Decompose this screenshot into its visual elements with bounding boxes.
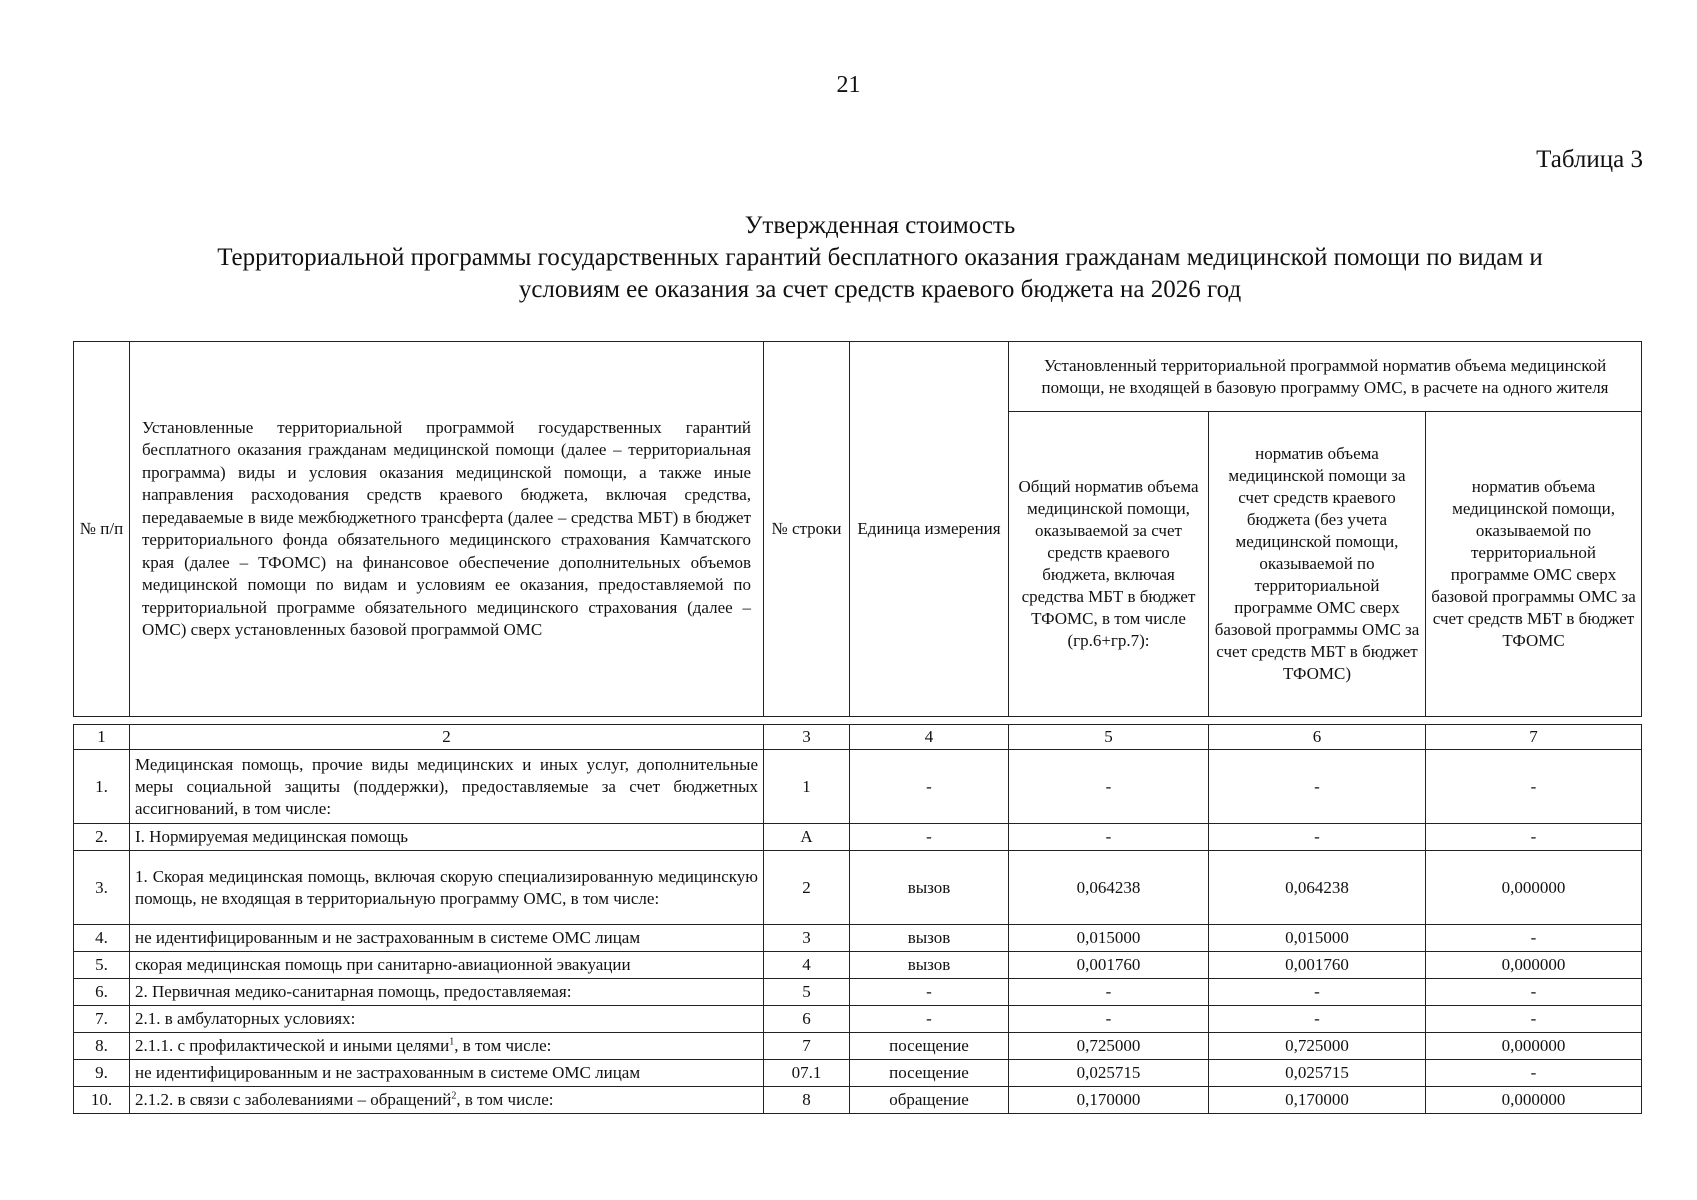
row-name <box>130 1087 764 1114</box>
row-name <box>130 750 764 824</box>
row-name-text: 2.1. в амбулаторных условиях: <box>135 1009 356 1028</box>
row-col-6: 0,001760 <box>1209 952 1426 979</box>
row-name-tail: , в том числе: <box>456 1090 554 1109</box>
row-name <box>130 925 764 952</box>
row-number: 5. <box>74 952 130 979</box>
row-col-6: 0,170000 <box>1209 1087 1426 1114</box>
table-row <box>74 1033 1642 1060</box>
row-col-7: - <box>1426 1060 1642 1087</box>
column-number: 5 <box>1009 725 1209 750</box>
row-number: 6. <box>74 979 130 1006</box>
row-col-5: - <box>1009 750 1209 824</box>
row-name <box>130 824 764 851</box>
row-name-text: I. Нормируемая медицинская помощь <box>135 827 409 846</box>
table-row <box>74 1087 1642 1114</box>
row-col-7: 0,000000 <box>1426 1033 1642 1060</box>
row-name <box>130 952 764 979</box>
row-unit: посещение <box>850 1060 1009 1087</box>
row-col-6: - <box>1209 979 1426 1006</box>
header-group: Установленный территориальной программой норматив объема медицинской помощи, не входящей в базовую программу ОМС, в расчете на одного жителя <box>1009 342 1642 412</box>
row-col-6: 0,015000 <box>1209 925 1426 952</box>
title-line-2: Территориальной программы государственных гарантий бесплатного оказания гражданам медицинской помощи по видам и <box>217 244 1543 271</box>
row-line-number: 4 <box>764 952 850 979</box>
table-row <box>74 750 1642 824</box>
header-col-row: № строки <box>764 342 850 717</box>
row-col-5: - <box>1009 1006 1209 1033</box>
row-col-5: 0,170000 <box>1009 1087 1209 1114</box>
column-number: 3 <box>764 725 850 750</box>
row-line-number: 1 <box>764 750 850 824</box>
row-name-text: не идентифицированным и не застрахованным в системе ОМС лицам <box>135 928 641 947</box>
row-number: 2. <box>74 824 130 851</box>
row-name-text: скорая медицинская помощь при санитарно-авиационной эвакуации <box>135 955 631 974</box>
row-col-5: 0,725000 <box>1009 1033 1209 1060</box>
row-name-text: 2.1.1. с профилактической и иными целями <box>135 1036 450 1055</box>
table-row <box>74 979 1642 1006</box>
row-col-7: - <box>1426 750 1642 824</box>
table-row <box>74 824 1642 851</box>
row-number: 3. <box>74 851 130 925</box>
row-name <box>130 1060 764 1087</box>
row-unit: - <box>850 1006 1009 1033</box>
row-number: 7. <box>74 1006 130 1033</box>
row-number: 9. <box>74 1060 130 1087</box>
row-line-number: 8 <box>764 1087 850 1114</box>
row-name-text: 1. Скорая медицинская помощь, включая скорую специализированную медицинскую помощь, не входящая в территориальную программу ОМС, в том числе: <box>135 866 758 908</box>
footnote-marker: 2 <box>451 1090 457 1102</box>
row-unit: вызов <box>850 952 1009 979</box>
data-table <box>73 724 1642 1114</box>
row-col-6: 0,725000 <box>1209 1033 1426 1060</box>
title-line-3: условиям ее оказания за счет средств краевого бюджета на 2026 год <box>518 276 1242 303</box>
row-col-5: 0,064238 <box>1009 851 1209 925</box>
row-col-5: - <box>1009 979 1209 1006</box>
row-col-6: 0,025715 <box>1209 1060 1426 1087</box>
header-col-unit: Единица измерения <box>850 342 1009 717</box>
row-col-5: 0,015000 <box>1009 925 1209 952</box>
row-name <box>130 979 764 1006</box>
column-number: 1 <box>74 725 130 750</box>
table-row <box>74 851 1642 925</box>
page-number: 21 <box>836 72 861 98</box>
row-line-number: 7 <box>764 1033 850 1060</box>
footnote-marker: 1 <box>449 1036 455 1048</box>
column-number: 4 <box>850 725 1009 750</box>
row-unit: обращение <box>850 1087 1009 1114</box>
row-name-text: 2.1.2. в связи с заболеваниями – обращений <box>135 1090 452 1109</box>
row-col-6: - <box>1209 1006 1426 1033</box>
row-unit: вызов <box>850 851 1009 925</box>
header-col-num: № п/п <box>74 342 130 717</box>
header-col-6: норматив объема медицинской помощи за счет средств краевого бюджета (без учета медицинской помощи, оказываемой по территориальной программе ОМС сверх базовой программы ОМС за счет средств МБТ в бюджет ТФОМС) <box>1209 412 1426 717</box>
table-row <box>74 1060 1642 1087</box>
table-label: Таблица 3 <box>1536 146 1643 173</box>
row-name-text: Медицинская помощь, прочие виды медицинских и иных услуг, дополнительные меры социальной защиты (поддержки), предоставляемые за счет бюджетных ассигнований, в том числе: <box>135 754 758 818</box>
table-header <box>73 341 1642 717</box>
row-unit: - <box>850 824 1009 851</box>
row-col-7: - <box>1426 1006 1642 1033</box>
row-line-number: А <box>764 824 850 851</box>
row-name-text: не идентифицированным и не застрахованным в системе ОМС лицам <box>135 1063 641 1082</box>
header-col-5: Общий норматив объема медицинской помощи, оказываемой за счет средств краевого бюджета, включая средства МБТ в бюджет ТФОМС, в том числе (гр.6+гр.7): <box>1009 412 1209 717</box>
row-unit: посещение <box>850 1033 1009 1060</box>
row-name <box>130 1006 764 1033</box>
row-col-7: 0,000000 <box>1426 952 1642 979</box>
column-number: 7 <box>1426 725 1642 750</box>
title-line-1: Утвержденная стоимость <box>744 212 1016 239</box>
row-number: 1. <box>74 750 130 824</box>
row-name-tail: , в том числе: <box>454 1036 552 1055</box>
row-line-number: 3 <box>764 925 850 952</box>
row-col-7: - <box>1426 824 1642 851</box>
row-col-7: 0,000000 <box>1426 851 1642 925</box>
row-col-7: - <box>1426 979 1642 1006</box>
column-number: 6 <box>1209 725 1426 750</box>
header-col-desc: Установленные территориальной программой государственных гарантий бесплатного оказания гражданам медицинской помощи (далее – территориальная программа) виды и условия оказания медицинской помощи, а также иные направления расходования средств краевого бюджета, включая средства, передаваемые в виде межбюджетного трансферта (далее – средства МБТ) в бюджет территориального фонда обязательного медицинского страхования Камчатского края (далее – ТФОМС) на финансовое обеспечение дополнительных объемов медицинской помощи по видам и условиям ее оказания, предоставляемой по территориальной программе обязательного медицинского страхования (далее – ОМС) сверх установленных базовой программой ОМС <box>130 342 764 717</box>
row-col-6: - <box>1209 750 1426 824</box>
row-name <box>130 1033 764 1060</box>
row-col-6: 0,064238 <box>1209 851 1426 925</box>
row-name-text: 2. Первичная медико-санитарная помощь, предоставляемая: <box>135 982 572 1001</box>
table-row <box>74 952 1642 979</box>
row-name <box>130 851 764 925</box>
row-line-number: 5 <box>764 979 850 1006</box>
row-line-number: 2 <box>764 851 850 925</box>
row-line-number: 6 <box>764 1006 850 1033</box>
row-col-7: 0,000000 <box>1426 1087 1642 1114</box>
header-col-7: норматив объема медицинской помощи, оказываемой по территориальной программе ОМС сверх базовой программы ОМС за счет средств МБТ в бюджет ТФОМС <box>1426 412 1642 717</box>
table-row <box>74 925 1642 952</box>
table-row <box>74 1006 1642 1033</box>
row-line-number: 07.1 <box>764 1060 850 1087</box>
row-unit: - <box>850 979 1009 1006</box>
row-unit: - <box>850 750 1009 824</box>
row-unit: вызов <box>850 925 1009 952</box>
row-number: 8. <box>74 1033 130 1060</box>
row-col-5: - <box>1009 824 1209 851</box>
row-number: 10. <box>74 1087 130 1114</box>
column-number: 2 <box>130 725 764 750</box>
row-number: 4. <box>74 925 130 952</box>
document-title <box>100 210 1660 306</box>
row-col-7: - <box>1426 925 1642 952</box>
column-numbers-row <box>74 725 1642 750</box>
row-col-5: 0,001760 <box>1009 952 1209 979</box>
row-col-5: 0,025715 <box>1009 1060 1209 1087</box>
row-col-6: - <box>1209 824 1426 851</box>
